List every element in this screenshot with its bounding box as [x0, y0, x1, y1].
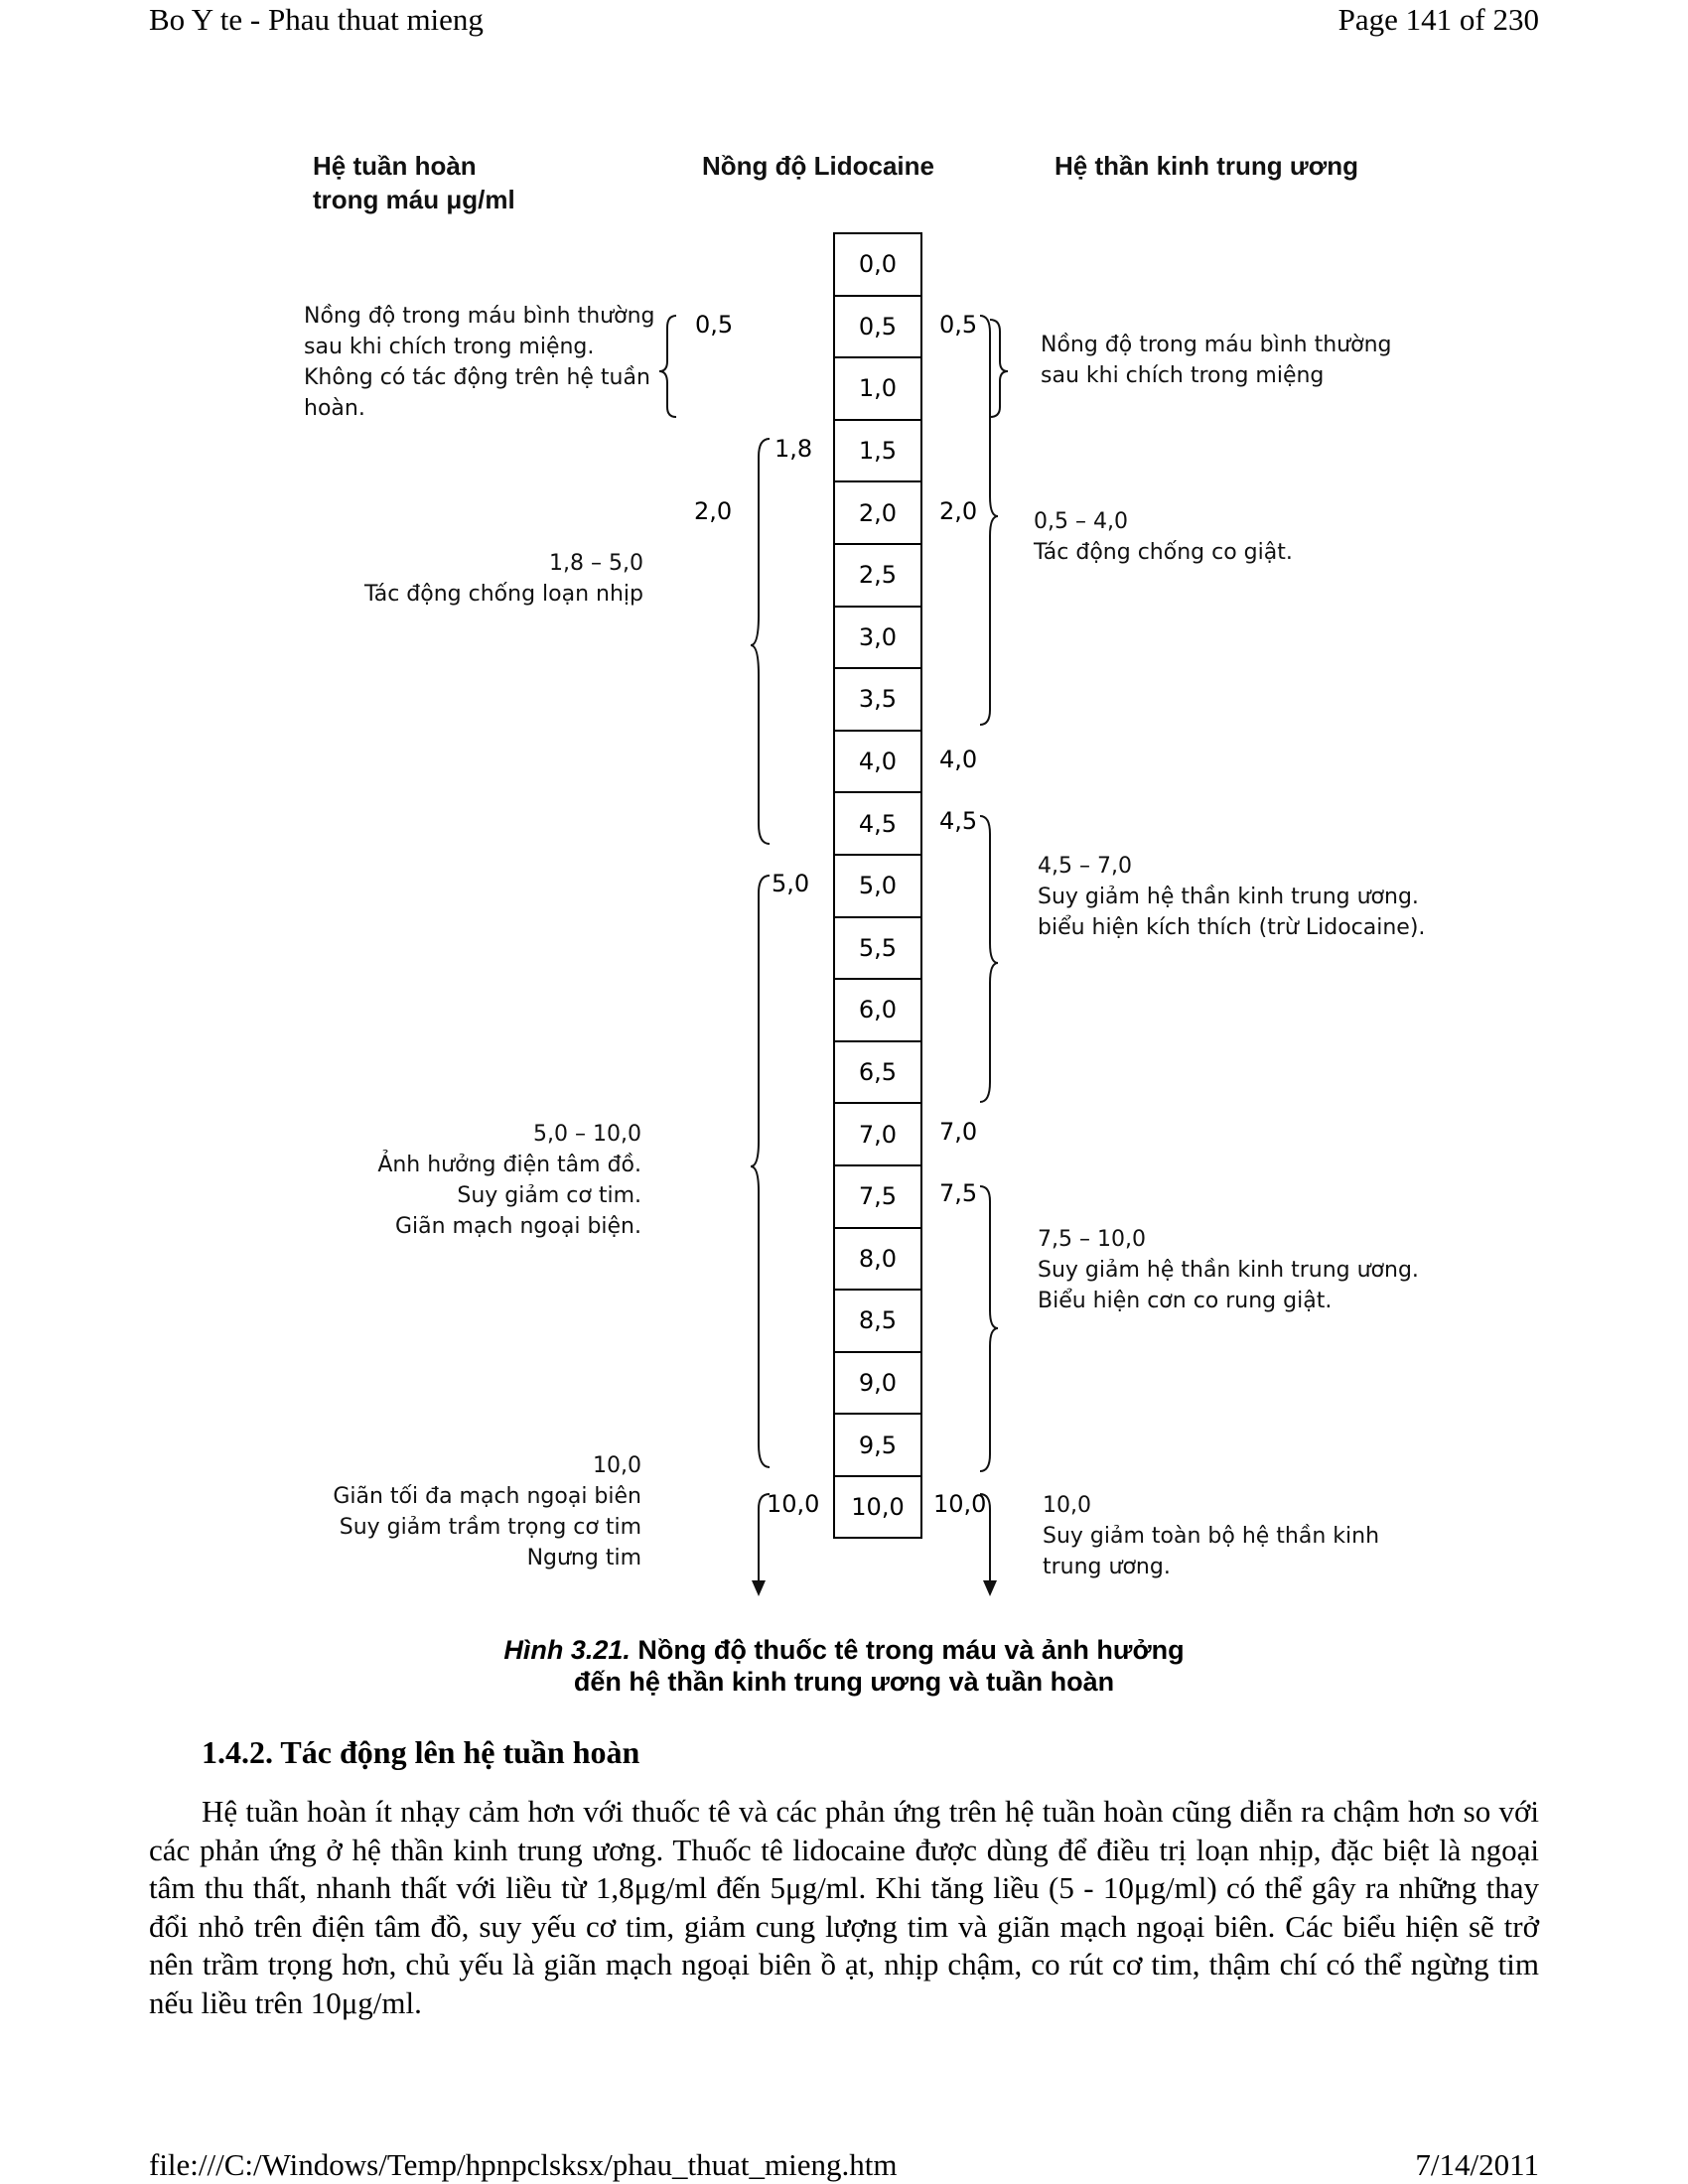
left-mark-2-0: 2,0: [694, 497, 733, 525]
scale-cell: 2,5: [835, 545, 920, 608]
left-note-cardiac-arrest: 10,0 Giãn tối đa mạch ngoại biên Suy giảm trầm trọng cơ tim Ngưng tim: [333, 1453, 641, 1570]
scale-cell: 4,0: [835, 732, 920, 794]
scale-cell: 4,5: [835, 793, 920, 856]
caption-line1: Nồng độ thuốc tê trong máu và ảnh hưởng: [630, 1635, 1185, 1665]
scale-cell: 3,0: [835, 608, 920, 670]
bracket-left-ecg: [751, 876, 770, 1467]
section-heading: 1.4.2. Tác động lên hệ tuần hoàn: [202, 1734, 640, 1770]
right-note-cns-depression: 4,5 – 7,0 Suy giảm hệ thần kinh trung ương. biểu hiện kích thích (trừ Lidocaine).: [1038, 854, 1426, 940]
page-number: Page 141 of 230: [1337, 2, 1539, 37]
scale-cell: 8,0: [835, 1229, 920, 1292]
page-header-title: Bo Y te - Phau thuat mieng: [149, 2, 484, 37]
scale-cell: 1,0: [835, 358, 920, 421]
scale-cell: 0,5: [835, 297, 920, 359]
figure-caption: [0, 1634, 1688, 1698]
scale-cell: 7,0: [835, 1104, 920, 1166]
scale-cell: 1,5: [835, 421, 920, 483]
right-mark-10-0: 10,0: [933, 1490, 987, 1518]
bracket-right-normal: [990, 320, 1008, 417]
scale-cell: 10,0: [835, 1477, 920, 1540]
left-note-antiarrhythmic: 1,8 – 5,0 Tác động chống loạn nhịp: [363, 551, 643, 607]
body-paragraph: Hệ tuần hoàn ít nhạy cảm hơn với thuốc tê và các phản ứng trên hệ tuần hoàn cũng diễn ra chậm hơn so với các phản ứng ở hệ thần kinh trung ương. Thuốc tê lidocaine được dùng để điều trị loạn nhịp, đặc biệt là ngoại tâm thu thất, nhanh thất với liều từ 1,8μg/ml đến 5μg/ml. Khi tăng liều (5 - 10μg/ml) có thể gây ra những thay đổi nhỏ trên điện tâm đồ, suy yếu cơ tim, giảm cung lượng tim và giãn mạch ngoại biên. Các biểu hiện sẽ trở nên trầm trọng hơn, chủ yếu là giãn mạch ngoại biên ồ ạt, nhịp chậm, co rút cơ tim, thậm chí có thể ngừng tim nếu liều trên 10μg/ml.: [149, 1794, 1539, 2020]
scale-cell: 3,5: [835, 669, 920, 732]
scale-cell: 8,5: [835, 1291, 920, 1353]
right-note-convulsion: 7,5 – 10,0 Suy giảm hệ thần kinh trung ương. Biểu hiện cơn co rung giật.: [1038, 1227, 1419, 1313]
bracket-right-cns-depression: [980, 816, 998, 1102]
column-heading-circulatory: Hệ tuần hoàn trong máu μg/ml: [313, 151, 515, 214]
scale-cell: 6,5: [835, 1042, 920, 1105]
bracket-left-normal: [659, 316, 676, 417]
column-heading-cns: Hệ thần kinh trung ương: [1055, 151, 1358, 181]
bracket-right-anticonvulsant: [980, 316, 998, 725]
arrow-right-down-icon: [983, 1580, 997, 1596]
scale-cell: 0,0: [835, 234, 920, 297]
scale-cell: 7,5: [835, 1166, 920, 1229]
right-note-total-cns-depression: 10,0 Suy giảm toàn bộ hệ thần kinh trung ương.: [1043, 1493, 1380, 1579]
caption-line2: đến hệ thần kinh trung ương và tuần hoàn: [573, 1667, 1115, 1697]
caption-label: Hình 3.21.: [503, 1635, 631, 1665]
right-mark-7-0: 7,0: [939, 1118, 978, 1146]
footer-file-path: file:///C:/Windows/Temp/hpnpclsksx/phau_thuat_mieng.htm: [149, 2147, 898, 2182]
right-note-normal: Nồng độ trong máu bình thường sau khi chích trong miệng: [1041, 333, 1392, 388]
arrow-left-down-icon: [752, 1580, 766, 1596]
scale-cell: 5,0: [835, 856, 920, 918]
scale-cell: 6,0: [835, 980, 920, 1042]
footer-date: 7/14/2011: [1415, 2147, 1539, 2182]
left-mark-0-5: 0,5: [695, 311, 734, 339]
left-mark-1-8: 1,8: [774, 435, 813, 463]
right-mark-0-5: 0,5: [939, 311, 978, 339]
right-mark-7-5: 7,5: [939, 1179, 978, 1207]
right-mark-2-0: 2,0: [939, 497, 978, 525]
bracket-right-convulsion: [980, 1186, 998, 1471]
right-note-anticonvulsant: 0,5 – 4,0 Tác động chống co giật.: [1034, 509, 1293, 565]
left-mark-10-0: 10,0: [767, 1490, 820, 1518]
scale-cell: 5,5: [835, 918, 920, 981]
scale-cell: 2,0: [835, 482, 920, 545]
column-heading-lidocaine: Nồng độ Lidocaine: [702, 151, 934, 181]
left-note-ecg: 5,0 – 10,0 Ảnh hưởng điện tâm đồ. Suy giảm cơ tim. Giãn mạch ngoại biện.: [377, 1122, 641, 1239]
bracket-left-antiarrhythmic: [751, 439, 770, 844]
scale-cell: 9,0: [835, 1353, 920, 1416]
scale-cell: 9,5: [835, 1415, 920, 1477]
left-mark-5-0: 5,0: [772, 870, 810, 897]
left-note-normal: Nồng độ trong máu bình thường sau khi chích trong miệng. Không có tác động trên hệ tuần hoàn.: [304, 304, 655, 421]
right-mark-4-5: 4,5: [939, 807, 978, 835]
right-mark-4-0: 4,0: [939, 746, 978, 773]
